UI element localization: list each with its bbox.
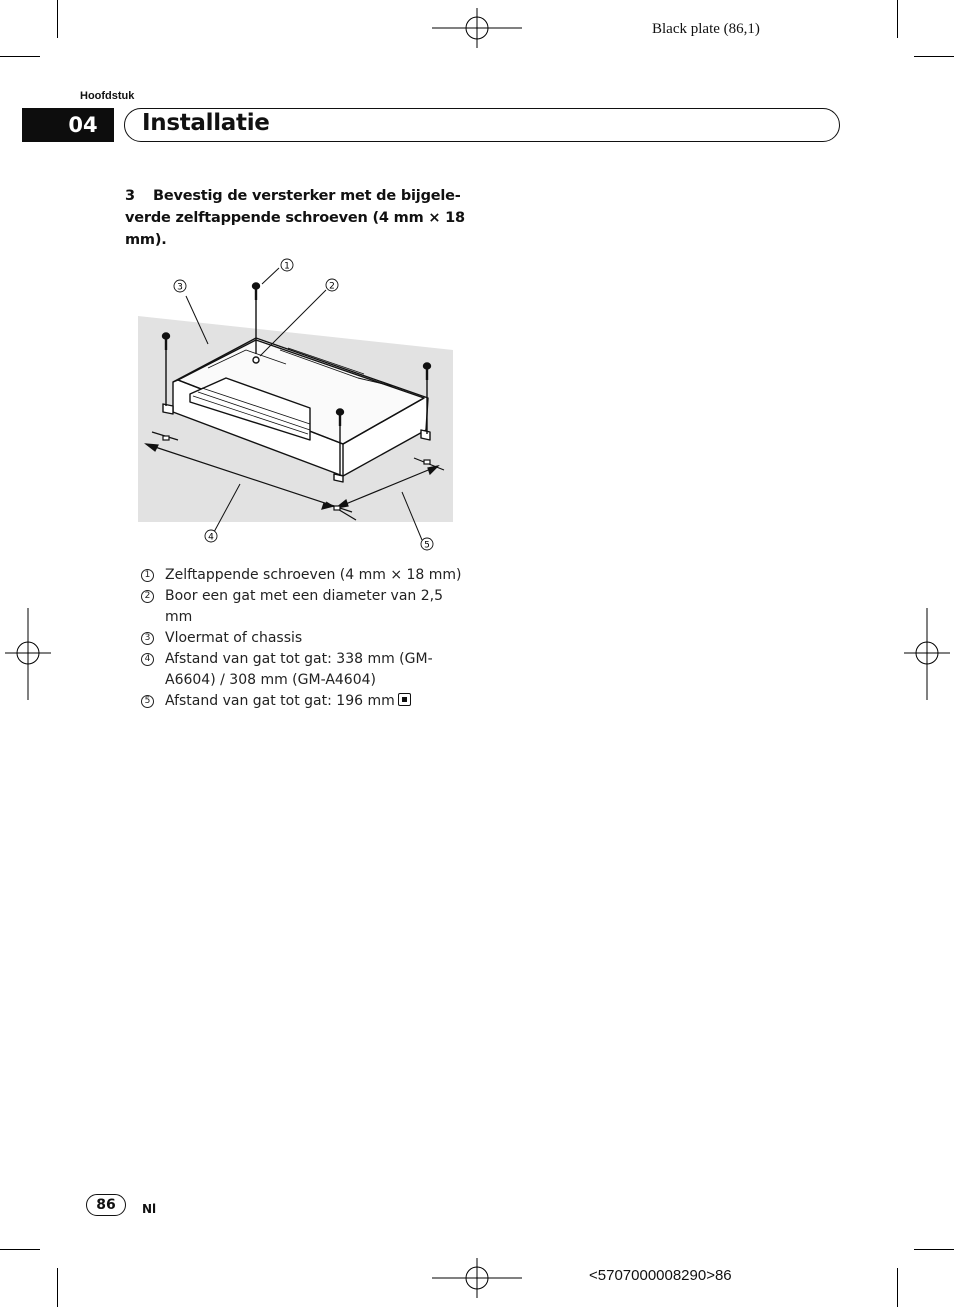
legend-item bbox=[141, 628, 471, 649]
legend-marker: 4 bbox=[141, 653, 154, 666]
svg-text:1: 1 bbox=[284, 261, 290, 272]
legend-item bbox=[141, 649, 471, 691]
step-number: 3 bbox=[125, 188, 135, 204]
chapter-label: Hoofdstuk bbox=[80, 90, 135, 102]
registration-mark-top bbox=[430, 8, 524, 48]
legend-item bbox=[141, 565, 471, 586]
chapter-title: Installatie bbox=[142, 110, 270, 136]
legend-item bbox=[141, 691, 471, 712]
legend-marker: 5 bbox=[141, 695, 154, 708]
amplifier-installation-figure bbox=[138, 254, 458, 554]
legend-text: Afstand van gat tot gat: 338 mm (GM-A6604) / 308 mm (GM-A4604) bbox=[165, 651, 433, 688]
step-instruction bbox=[125, 185, 465, 251]
registration-mark-left bbox=[5, 608, 51, 700]
legend-marker: 3 bbox=[141, 632, 154, 645]
svg-text:3: 3 bbox=[177, 282, 183, 293]
chapter-number: 04 bbox=[22, 108, 114, 142]
svg-text:5: 5 bbox=[424, 540, 430, 551]
callout-4 bbox=[205, 530, 217, 543]
page-number: 86 bbox=[86, 1194, 126, 1216]
language-code: Nl bbox=[142, 1202, 157, 1216]
callout-1 bbox=[281, 259, 293, 272]
plate-label: Black plate (86,1) bbox=[652, 21, 760, 37]
registration-mark-bottom bbox=[430, 1258, 524, 1298]
barcode-text: <5707000008290>86 bbox=[589, 1267, 732, 1284]
legend-marker: 1 bbox=[141, 569, 154, 582]
end-of-section-icon bbox=[398, 693, 411, 706]
callout-5 bbox=[421, 538, 433, 551]
step-text: Bevestig de versterker met de bijgele-verde zelftappende schroeven (4 mm × 18 mm). bbox=[125, 188, 465, 248]
registration-mark-right bbox=[904, 608, 950, 700]
legend-text: Vloermat of chassis bbox=[165, 630, 303, 646]
figure-legend bbox=[141, 565, 471, 712]
callout-3 bbox=[174, 280, 186, 293]
svg-text:2: 2 bbox=[329, 281, 335, 292]
legend-item bbox=[141, 586, 471, 628]
legend-marker: 2 bbox=[141, 590, 154, 603]
legend-text: Boor een gat met een diameter van 2,5 mm bbox=[165, 588, 444, 625]
legend-text: Afstand van gat tot gat: 196 mm bbox=[165, 693, 395, 709]
svg-text:4: 4 bbox=[208, 532, 214, 543]
callout-2 bbox=[326, 279, 338, 292]
legend-text: Zelftappende schroeven (4 mm × 18 mm) bbox=[165, 567, 462, 583]
